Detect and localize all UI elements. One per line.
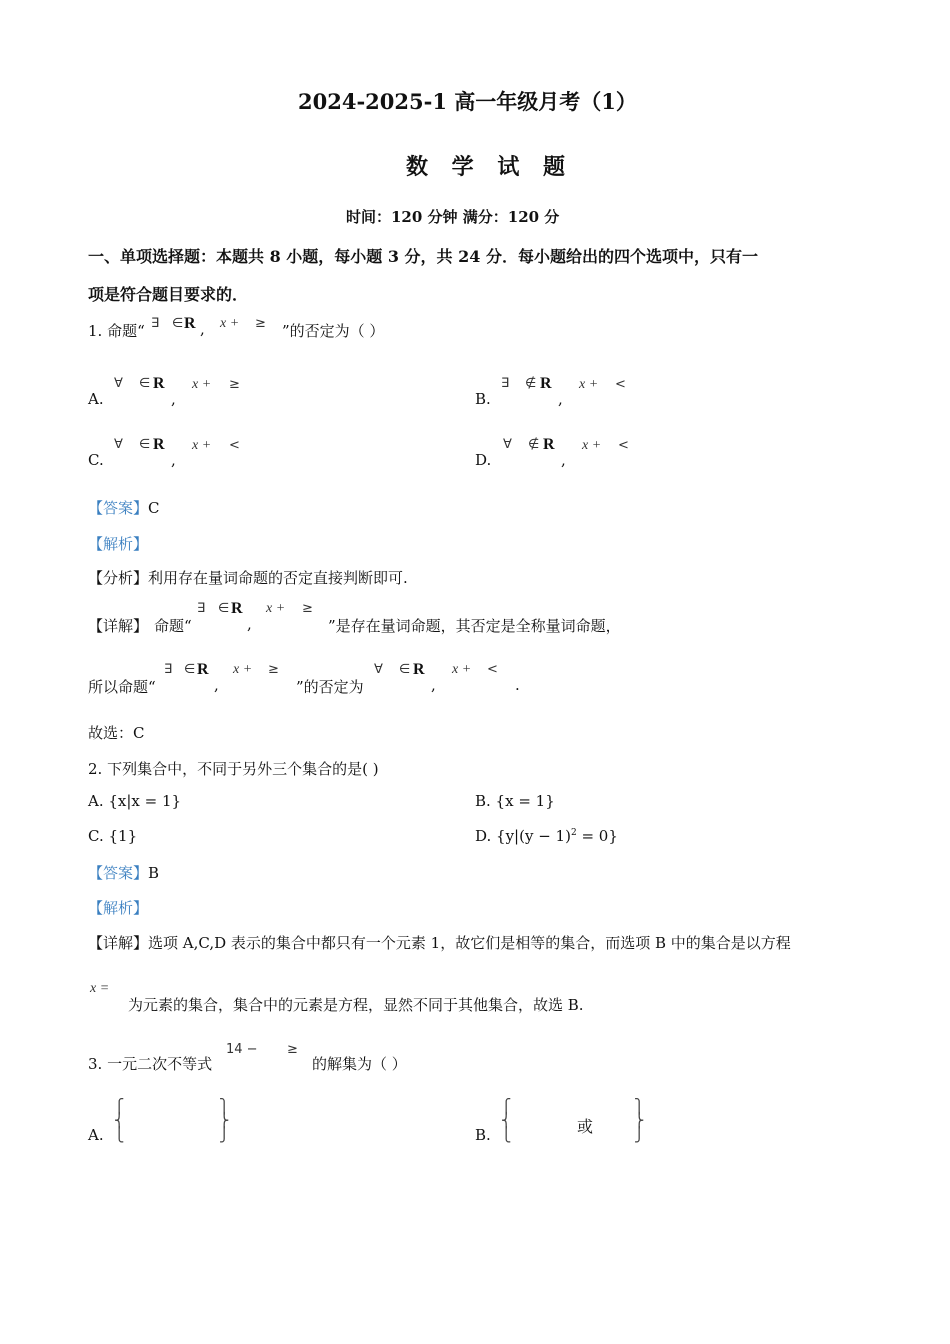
option-d-pre: D. {y|(y − 1): [475, 827, 571, 845]
right-brace-icon: ⎫ ⎬ ⎭: [634, 1099, 645, 1143]
detail-text-1: 选项 A,C,D 表示的集合中都只有一个元素 1，故它们是相等的集合，而选项 B 中的集合是以方程: [148, 934, 791, 952]
section-heading-line2: 项是符合题目要求的．: [88, 285, 249, 304]
forall-symbol: ∀: [503, 437, 512, 452]
reals-symbol: R: [231, 600, 243, 617]
right-brace-icon: ⎫ ⎬ ⎭: [219, 1099, 230, 1143]
fenxi-text: 利用存在量词命题的否定直接判断即可.: [148, 569, 408, 587]
reals-symbol: R: [413, 661, 425, 678]
option-label: C.: [88, 451, 104, 469]
comma: ,: [431, 676, 436, 694]
answer-value: C: [148, 499, 160, 517]
x-equals: x =: [90, 981, 110, 996]
option-label: D.: [475, 451, 492, 469]
detail-text-2: 为元素的集合，集合中的元素是方程，显然不同于其他集合，故选 B.: [128, 996, 584, 1014]
exam-subject: 数 学 试 题: [406, 154, 573, 180]
option-label: A.: [88, 1126, 104, 1144]
detail-tag: 【详解】: [88, 617, 149, 635]
q1-answer: [88, 497, 160, 518]
x-plus: x +: [266, 601, 286, 616]
option-d-post: = 0}: [576, 827, 618, 845]
reals-symbol: R: [184, 315, 196, 332]
option-label: B.: [475, 1126, 491, 1144]
q2-option-c[interactable]: C. {1}: [88, 827, 138, 845]
lt-symbol: <: [229, 438, 240, 453]
q2-answer: [88, 862, 159, 883]
reals-symbol: R: [153, 375, 165, 392]
geq-symbol: ≥: [302, 601, 313, 616]
q3-stem-prefix: 3. 一元二次不等式: [88, 1055, 213, 1073]
lt-symbol: <: [487, 662, 498, 677]
left-brace-icon: ⎧ ⎨ ⎩: [501, 1099, 512, 1143]
q2-option-a[interactable]: A. {x|x = 1}: [88, 792, 182, 810]
x-plus: x +: [582, 438, 602, 453]
exists-symbol: ∃: [197, 601, 206, 616]
q1-analysis-tag: 【解析】: [88, 535, 149, 553]
so-prefix: 所以命题“: [88, 678, 156, 696]
q2-option-b[interactable]: B. {x = 1}: [475, 792, 555, 810]
x-plus: x +: [192, 377, 212, 392]
detail-suffix: ”是存在量词命题，其否定是全称量词命题，: [328, 617, 621, 635]
in-symbol: ∈: [139, 376, 151, 391]
lt-symbol: <: [615, 377, 626, 392]
exam-title: 2024-2025-1 高一年级月考（1）: [298, 89, 637, 114]
q2-option-d[interactable]: [475, 827, 618, 845]
x-plus: x +: [452, 662, 472, 677]
comma: ,: [200, 320, 205, 338]
q2-stem: 2. 下列集合中，不同于另外三个集合的是( ): [88, 760, 379, 778]
comma: ,: [561, 451, 566, 469]
detail-prefix: 命题“: [154, 617, 192, 635]
so-mid: ”的否定为: [296, 678, 364, 696]
q3-stem-suffix: 的解集为（ ）: [312, 1055, 407, 1073]
section-heading-line1: 一、单项选择题：本题共 8 小题，每小题 3 分，共 24 分．每小题给出的四个选项中，只有一: [88, 247, 758, 266]
detail-tag: 【详解】: [88, 934, 149, 952]
q1-fenxi: [88, 567, 408, 588]
x-plus: x +: [233, 662, 253, 677]
x-plus: x +: [220, 316, 240, 331]
reals-symbol: R: [543, 436, 555, 453]
notin-symbol: ∉: [528, 437, 540, 452]
option-label: A.: [88, 390, 104, 408]
lt-symbol: <: [618, 438, 629, 453]
forall-symbol: ∀: [374, 662, 383, 677]
reals-symbol: R: [197, 661, 209, 678]
geq-symbol: ≥: [287, 1042, 298, 1057]
reals-symbol: R: [153, 436, 165, 453]
geq-symbol: ≥: [255, 316, 266, 331]
comma: ,: [558, 390, 563, 408]
comma: ,: [247, 615, 252, 633]
answer-tag: 【答案】: [88, 864, 149, 882]
geq-symbol: ≥: [268, 662, 279, 677]
geq-symbol: ≥: [229, 377, 240, 392]
fenxi-tag: 【分析】: [88, 569, 149, 587]
x-plus: x +: [192, 438, 212, 453]
so-end: .: [515, 676, 520, 694]
comma: ,: [214, 676, 219, 694]
exists-symbol: ∃: [151, 316, 160, 331]
left-brace-icon: ⎧ ⎨ ⎩: [114, 1099, 125, 1143]
answer-value: B: [148, 864, 160, 882]
fourteen-minus: 14 −: [226, 1042, 258, 1057]
q1-stem-prefix: 1. 命题“: [88, 322, 145, 340]
x-plus: x +: [579, 377, 599, 392]
option-label: B.: [475, 390, 491, 408]
reals-symbol: R: [540, 375, 552, 392]
q1-stem-suffix: ”的否定为（ ）: [282, 322, 385, 340]
in-symbol: ∈: [139, 437, 151, 452]
in-symbol: ∈: [218, 601, 230, 616]
exists-symbol: ∃: [164, 662, 173, 677]
forall-symbol: ∀: [114, 376, 123, 391]
forall-symbol: ∀: [114, 437, 123, 452]
in-symbol: ∈: [184, 662, 196, 677]
exists-symbol: ∃: [501, 376, 510, 391]
answer-tag: 【答案】: [88, 499, 149, 517]
in-symbol: ∈: [172, 316, 184, 331]
comma: ,: [171, 390, 176, 408]
q2-analysis-tag: 【解析】: [88, 899, 149, 917]
comma: ,: [171, 451, 176, 469]
option-d-sup: 2: [570, 828, 577, 838]
notin-symbol: ∉: [525, 376, 537, 391]
or-text: 或: [577, 1117, 594, 1136]
q2-detail: [88, 932, 791, 953]
exam-time-info: 时间：120 分钟 满分：120 分: [346, 208, 560, 226]
in-symbol: ∈: [399, 662, 411, 677]
q1-choose: 故选：C: [88, 724, 145, 742]
